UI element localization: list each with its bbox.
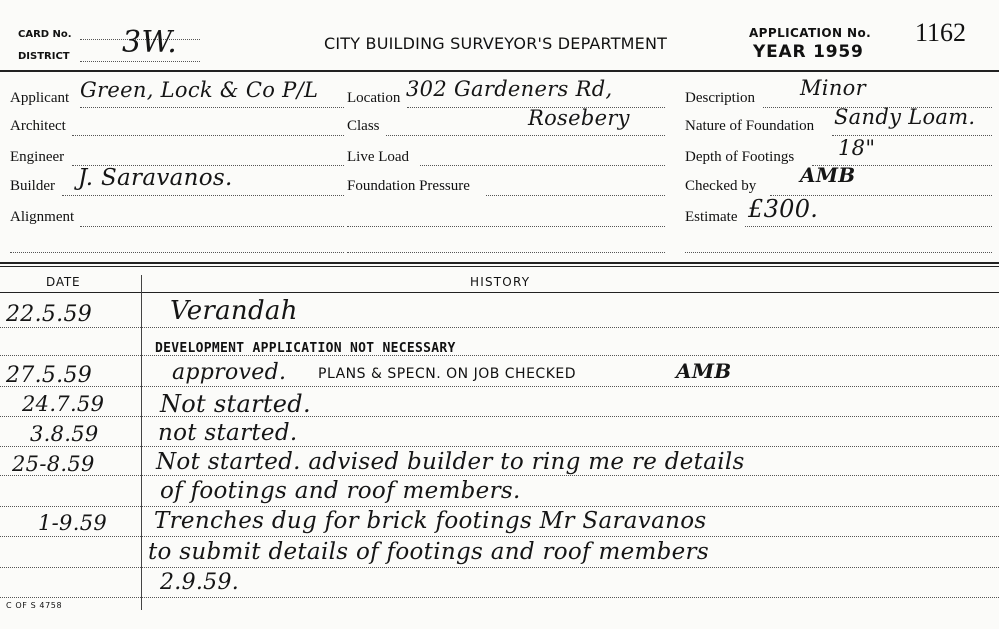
district-label: DISTRICT [18,51,70,62]
estimate-line [745,226,992,227]
builder-line [62,195,344,196]
architect-label: Architect [10,118,66,134]
history-entry-text: Not started. advised builder to ring me re details [156,449,745,475]
checked-by-initials: AMB [800,163,856,187]
history-date: 22.5.59 [6,302,93,327]
estimate-value: £300. [748,195,819,223]
engineer-label: Engineer [10,149,65,165]
nature-of-foundation-value: Sandy Loam. [834,105,976,129]
applicant-label: Applicant [10,90,70,106]
date-column-header: DATE [46,275,81,289]
history-date: 3.8.59 [30,422,99,446]
location-value-line2: Rosebery [528,106,630,130]
history-entry-text: not started. [158,420,298,446]
history-entry-text: of footings and roof members. [160,478,521,504]
history-top-rule-inner [0,266,999,267]
applicant-value: Green, Lock & Co P/L [80,78,319,102]
column3-blank-line [685,252,992,253]
history-date: 24.7.59 [22,392,105,416]
history-entry-text: Trenches dug for brick footings Mr Saravanos [154,508,707,534]
history-entry-text: approved. [172,360,287,385]
class-label: Class [347,118,380,134]
live-load-label: Live Load [347,149,410,165]
header-rule [0,70,999,72]
history-date: 27.5.59 [6,363,93,388]
history-row-line [0,386,999,387]
history-date: 25-8.59 [12,452,95,476]
form-code: C OF S 4758 [6,601,63,610]
history-top-rule [0,262,999,264]
history-date: 1-9.59 [38,511,108,535]
estimate-label: Estimate [685,209,738,225]
class-line [386,135,665,136]
description-label: Description [685,90,755,106]
date-column-divider [141,275,142,610]
history-row-line [0,567,999,568]
history-row-line [0,446,999,447]
year-label: YEAR 1959 [753,42,864,62]
column2-blank-line [347,226,665,227]
nature-of-foundation-label: Nature of Foundation [685,118,815,134]
history-entry-text: 2.9.59. [160,570,240,595]
history-initials: AMB [676,359,732,383]
location-value: 302 Gardeners Rd, [406,77,613,101]
description-value: Minor [800,76,866,100]
history-header-rule [0,292,999,293]
history-row-line [0,597,999,598]
history-stamp-development: DEVELOPMENT APPLICATION NOT NECESSARY [155,341,456,356]
history-row-line [0,327,999,328]
history-row-line [0,506,999,507]
card-no-label: CARD No. [18,29,72,40]
history-column-header: HISTORY [470,275,531,289]
history-row-line [0,355,999,356]
alignment-line-2 [10,252,344,253]
history-entry-text: Not started. [160,390,311,418]
checked-by-label: Checked by [685,178,757,194]
architect-line [72,135,344,136]
application-number: 1162 [915,18,967,47]
depth-of-footings-value: 18" [838,136,876,160]
history-stamp-plans-checked: PLANS & SPECN. ON JOB CHECKED [318,366,577,382]
alignment-line [80,226,344,227]
column2-blank-line-2 [347,252,665,253]
history-entry-text: to submit details of footings and roof members [148,539,709,565]
builder-label: Builder [10,178,55,194]
history-row-line [0,475,999,476]
builder-value: J. Saravanos. [78,165,233,191]
history-row-line [0,416,999,417]
depth-of-footings-label: Depth of Footings [685,149,795,165]
foundation-pressure-line [486,195,665,196]
history-row-line [0,536,999,537]
live-load-line [420,165,665,166]
application-label: APPLICATION No. [749,26,872,40]
location-label: Location [347,90,401,106]
foundation-pressure-label: Foundation Pressure [347,178,470,194]
district-value: 3W. [122,25,178,60]
department-title: CITY BUILDING SURVEYOR'S DEPARTMENT [324,34,668,53]
applicant-line [80,107,344,108]
alignment-label: Alignment [10,209,75,225]
history-entry-text: Verandah [170,296,298,326]
district-line [80,61,200,62]
